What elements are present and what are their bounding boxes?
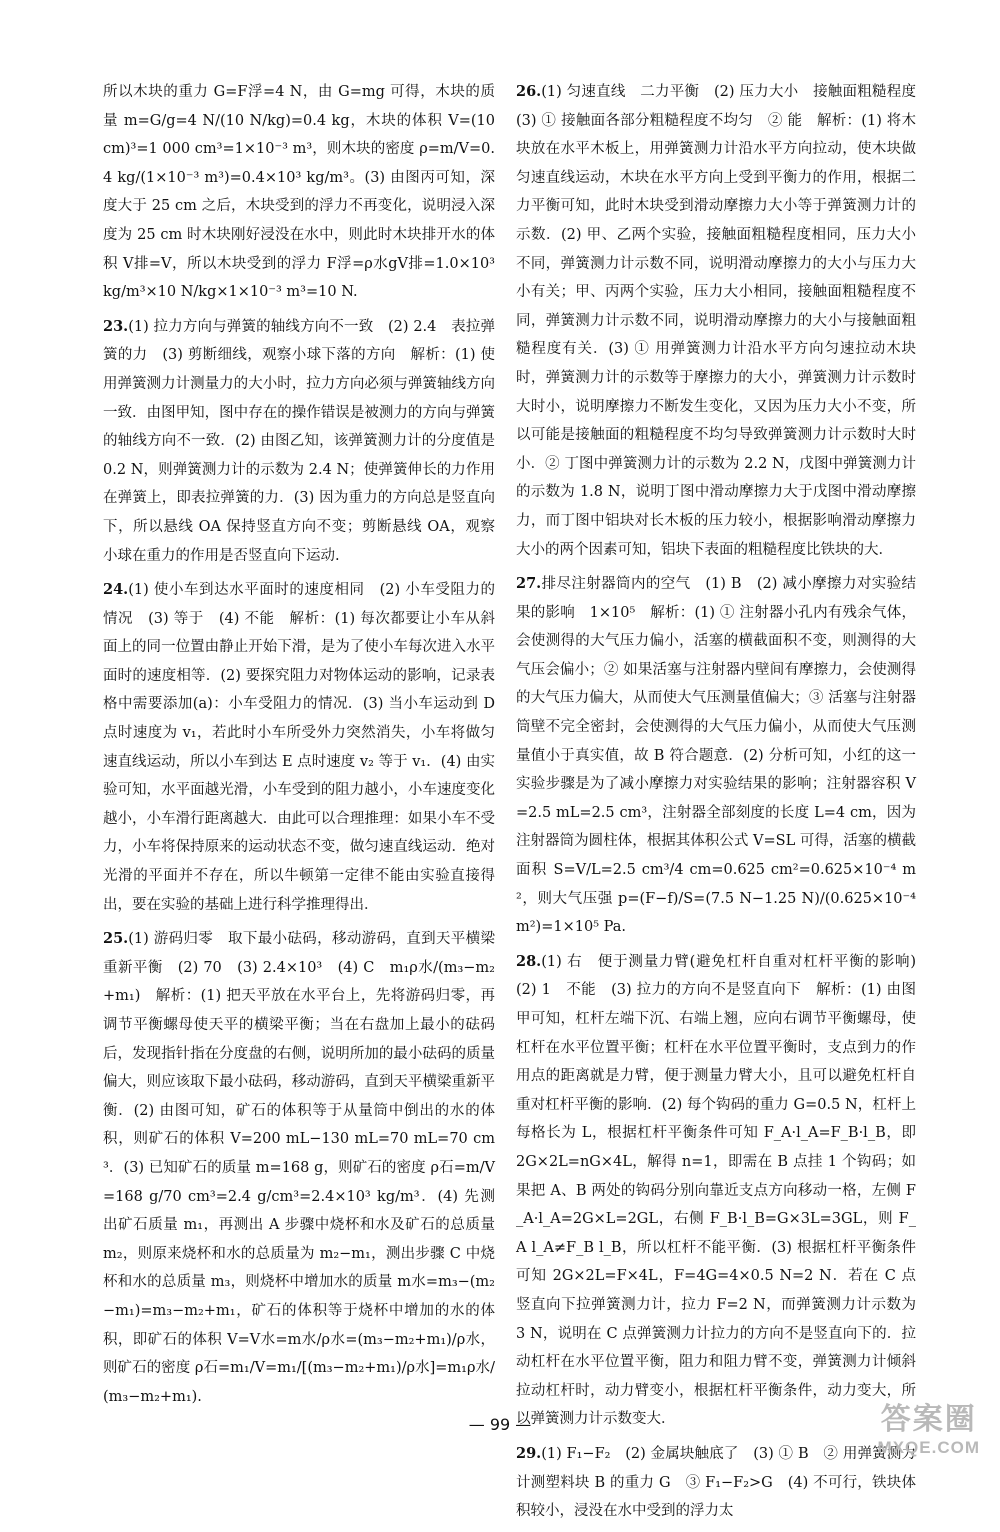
answer-text: 所以木块的重力 G=F浮=4 N，由 G=mg 可得，木块的质量 m=G/g=4 N/(10 N/kg)=0.4 kg，木块的体积 V=(10 cm)³=1 000 cm³=1×10⁻³ m³，则木块的密度 ρ=m/V=0.4 kg/(1×10⁻³ m³)=0.4×10³ kg/m³。(3) 由图丙可知，深度大于 25 cm 之后，木块受到的浮力不再变化，说明浸入深度为 25 cm 时木块刚好浸没在水中，则此时木块排开水的体积 V排=V，所以木块受到的浮力 F浮=ρ水gV排=1.0×10³ kg/m³×10 N/kg×1×10⁻³ m³=10 N. bbox=[103, 84, 495, 301]
answer-23 bbox=[103, 313, 495, 570]
page-number: — 99 — bbox=[468, 1415, 532, 1434]
question-number: 23. bbox=[103, 317, 129, 335]
question-number: 25. bbox=[103, 930, 129, 948]
question-number: 27. bbox=[516, 575, 542, 593]
answer-text: (1) 拉力方向与弹簧的轴线方向不一致 (2) 2.4 表拉弹簧的力 (3) 剪断细线，观察小球下落的方向 解析：(1) 使用弹簧测力计测量力的大小时，拉力方向必须与弹簧轴线方向一致．由图甲知，图中存在的操作错误是被测力的方向与弹簧的轴线方向不一致．(2) 由图乙知，该弹簧测力计的分度值是 0.2 N，则弹簧测力计的示数为 2.4 N；使弹簧伸长的力作用在弹簧上，即表拉弹簧的力．(3) 因为重力的方向总是竖直向下，所以悬线 OA 保持竖直方向不变；剪断悬线 OA，观察小球在重力的作用是否竖直向下运动. bbox=[103, 318, 495, 564]
answer-text: (1) F₁−F₂ (2) 金属块触底了 (3) ① B ② 用弹簧测力计测塑料块 B 的重力 G ③ F₁−F₂>G (4) 不可行，铁块体积较小，浸没在水中受到的浮力太 bbox=[516, 1445, 916, 1520]
watermark-url: MXQE.COM bbox=[877, 1438, 980, 1457]
watermark-title: 答案圈 bbox=[880, 1403, 977, 1436]
answer-27 bbox=[516, 570, 916, 942]
answer-22-continued bbox=[103, 78, 495, 307]
left-column bbox=[103, 78, 495, 1417]
question-number: 26. bbox=[516, 83, 542, 100]
answer-text: (1) 匀速直线 二力平衡 (2) 压力大小 接触面粗糙程度 (3) ① 接触面各部分粗糙程度不均匀 ② 能 解析：(1) 将木块放在水平木板上，用弹簧测力计沿水平方向拉动，使木块做匀速直线运动，木块在水平方向上受到平衡力的作用，根据二力平衡可知，此时木块受到滑动摩擦力大小等于弹簧测力计的示数．(2) 甲、乙两个实验，接触面粗糙程度相同，压力大小不同，弹簧测力计示数不同，说明滑动摩擦力的大小与压力大小有关；甲、丙两个实验，压力大小相同，接触面粗糙程度不同，弹簧测力计示数不同，说明滑动摩擦力的大小与接触面粗糙程度有关．(3) ① 用弹簧测力计沿水平方向匀速拉动木块时，弹簧测力计的示数等于摩擦力的大小，弹簧测力计示数时大时小，说明摩擦力不断发生变化，又因为压力大小不变，所以可能是接触面的粗糙程度不均匀导致弹簧测力计示数时大时小．② 丁图中弹簧测力计的示数为 2.2 N，戊图中弹簧测力计的示数为 1.8 N，说明丁图中滑动摩擦力大于戊图中滑动摩擦力，而丁图中铝块对长木板的压力较小，根据影响滑动摩擦力大小的两个因素可知，铝块下表面的粗糙程度比铁块的大． bbox=[516, 84, 931, 558]
answer-text: 排尽注射器筒内的空气 (1) B (2) 减小摩擦力对实验结果的影响 1×10⁵ 解析：(1) ① 注射器小孔内有残余气体，会使测得的大气压力偏小，活塞的横截面积不变，则测得的大气压会偏小；② 如果活塞与注射器内壁间有摩擦力，会使测得的大气压力偏大，从而使大气压测量值偏大；③ 活塞与注射器筒壁不完全密封，会使测得的大气压力偏小，从而使大气压测量值小于真实值，故 B 符合题意．(2) 分析可知，小红的这一实验步骤是为了减小摩擦力对实验结果的影响；注射器容积 V=2.5 mL=2.5 cm³，注射器全部刻度的长度 L=4 cm，因为注射器筒为圆柱体，根据其体积公式 V=SL 可得，活塞的横截面积 S=V/L=2.5 cm³/4 cm=0.625 cm²=0.625×10⁻⁴ m²，则大气压强 p=(F−f)/S=(7.5 N−1.25 N)/(0.625×10⁻⁴ m²)=1×10⁵ Pa. bbox=[516, 576, 916, 936]
question-number: 24. bbox=[103, 581, 129, 599]
answer-28 bbox=[516, 948, 931, 1434]
answer-25 bbox=[103, 925, 495, 1411]
answer-26 bbox=[516, 78, 931, 564]
question-number: 28. bbox=[516, 952, 542, 970]
answer-29 bbox=[516, 1440, 916, 1526]
answer-text: (1) 右 便于测量力臂(避免杠杆自重对杠杆平衡的影响) (2) 1 不能 (3) 拉力的方向不是竖直向下 解析：(1) 由图甲可知，杠杆左端下沉、右端上翘，应向右调节平衡螺母，使杠杆在水平位置平衡；杠杆在水平位置平衡时，支点到力的作用点的距离就是力臂，便于测量力臂大小，且可以避免杠杆自重对杠杆平衡的影响．(2) 每个钩码的重力 G=0.5 N，杠杆上每格长为 L，根据杠杆平衡条件可知 F_A·l_A=F_B·l_B，即 2G×2L=nG×4L，解得 n=1，即需在 B 点挂 1 个钩码；如果把 A、B 两处的钩码分别向靠近支点方向移动一格，左侧 F_A·l_A=2G×L=2GL，右侧 F_B·l_B=G×3L=3GL，则 F_A l_A≠F_B l_B，所以杠杆不能平衡．(3) 根据杠杆平衡条件可知 2G×2L=F×4L，F=4G=4×0.5 N=2 N．若在 C 点竖直向下拉弹簧测力计，拉力 F=2 N，而弹簧测力计示数为 3 N，说明在 C 点弹簧测力计拉力的方向不是竖直向下的．拉动杠杆在水平位置平衡，阻力和阻力臂不变，弹簧测力计倾斜拉动杠杆时，动力臂变小，根据杠杆平衡条件，动力变大，所以弹簧测力计示数变大． bbox=[516, 953, 931, 1428]
answer-24 bbox=[103, 576, 495, 919]
question-number: 29. bbox=[516, 1444, 542, 1462]
watermark-logo bbox=[878, 1394, 980, 1458]
answer-text: (1) 游码归零 取下最小砝码，移动游码，直到天平横梁重新平衡 (2) 70 (3) 2.4×10³ (4) C m₁ρ水/(m₃−m₂+m₁) 解析：(1) 把天平放在水平台上，先将游码归零，再调节平衡螺母使天平的横梁平衡；当在右盘加上最小的砝码后，发现指针指在分度盘的右侧，说明所加的最小砝码的质量偏大，则应该取下最小砝码，移动游码，直到天平横梁重新平衡．(2) 由图可知，矿石的体积等于从量筒中倒出的水的体积，则矿石的体积 V=200 mL−130 mL=70 mL=70 cm³．(3) 已知矿石的质量 m=168 g，则矿石的密度 ρ石=m/V=168 g/70 cm³=2.4 g/cm³=2.4×10³ kg/m³．(4) 先测出矿石质量 m₁，再测出 A 步骤中烧杯和水及矿石的总质量 m₂，则原来烧杯和水的总质量为 m₂−m₁，测出步骤 C 中烧杯和水的总质量 m₃，则烧杯中增加水的质量 m水=m₃−(m₂−m₁)=m₃−m₂+m₁，矿石的体积等于烧杯中增加的水的体积，即矿石的体积 V=V水=m水/ρ水=(m₃−m₂+m₁)/ρ水，则矿石的密度 ρ石=m₁/V=m₁/[(m₃−m₂+m₁)/ρ水]=m₁ρ水/(m₃−m₂+m₁). bbox=[103, 931, 495, 1405]
answer-text: (1) 使小车到达水平面时的速度相同 (2) 小车受阻力的情况 (3) 等于 (4) 不能 解析：(1) 每次都要让小车从斜面上的同一位置由静止开始下滑，是为了使小车每次进入水平面时的速度相等．(2) 要探究阻力对物体运动的影响，记录表格中需要添加(a)：小车受阻力的情况．(3) 当小车运动到 D 点时速度为 v₁，若此时小车所受外力突然消失，小车将做匀速直线运动，所以小车到达 E 点时速度 v₂ 等于 v₁．(4) 由实验可知，水平面越光滑，小车受到的阻力越小，小车速度变化越小，小车滑行距离越大．由此可以合理推理：如果小车不受力，小车将保持原来的运动状态不变，做匀速直线运动．绝对光滑的平面并不存在，所以牛顿第一定律不能由实验直接得出，要在实验的基础上进行科学推理得出． bbox=[103, 582, 495, 913]
